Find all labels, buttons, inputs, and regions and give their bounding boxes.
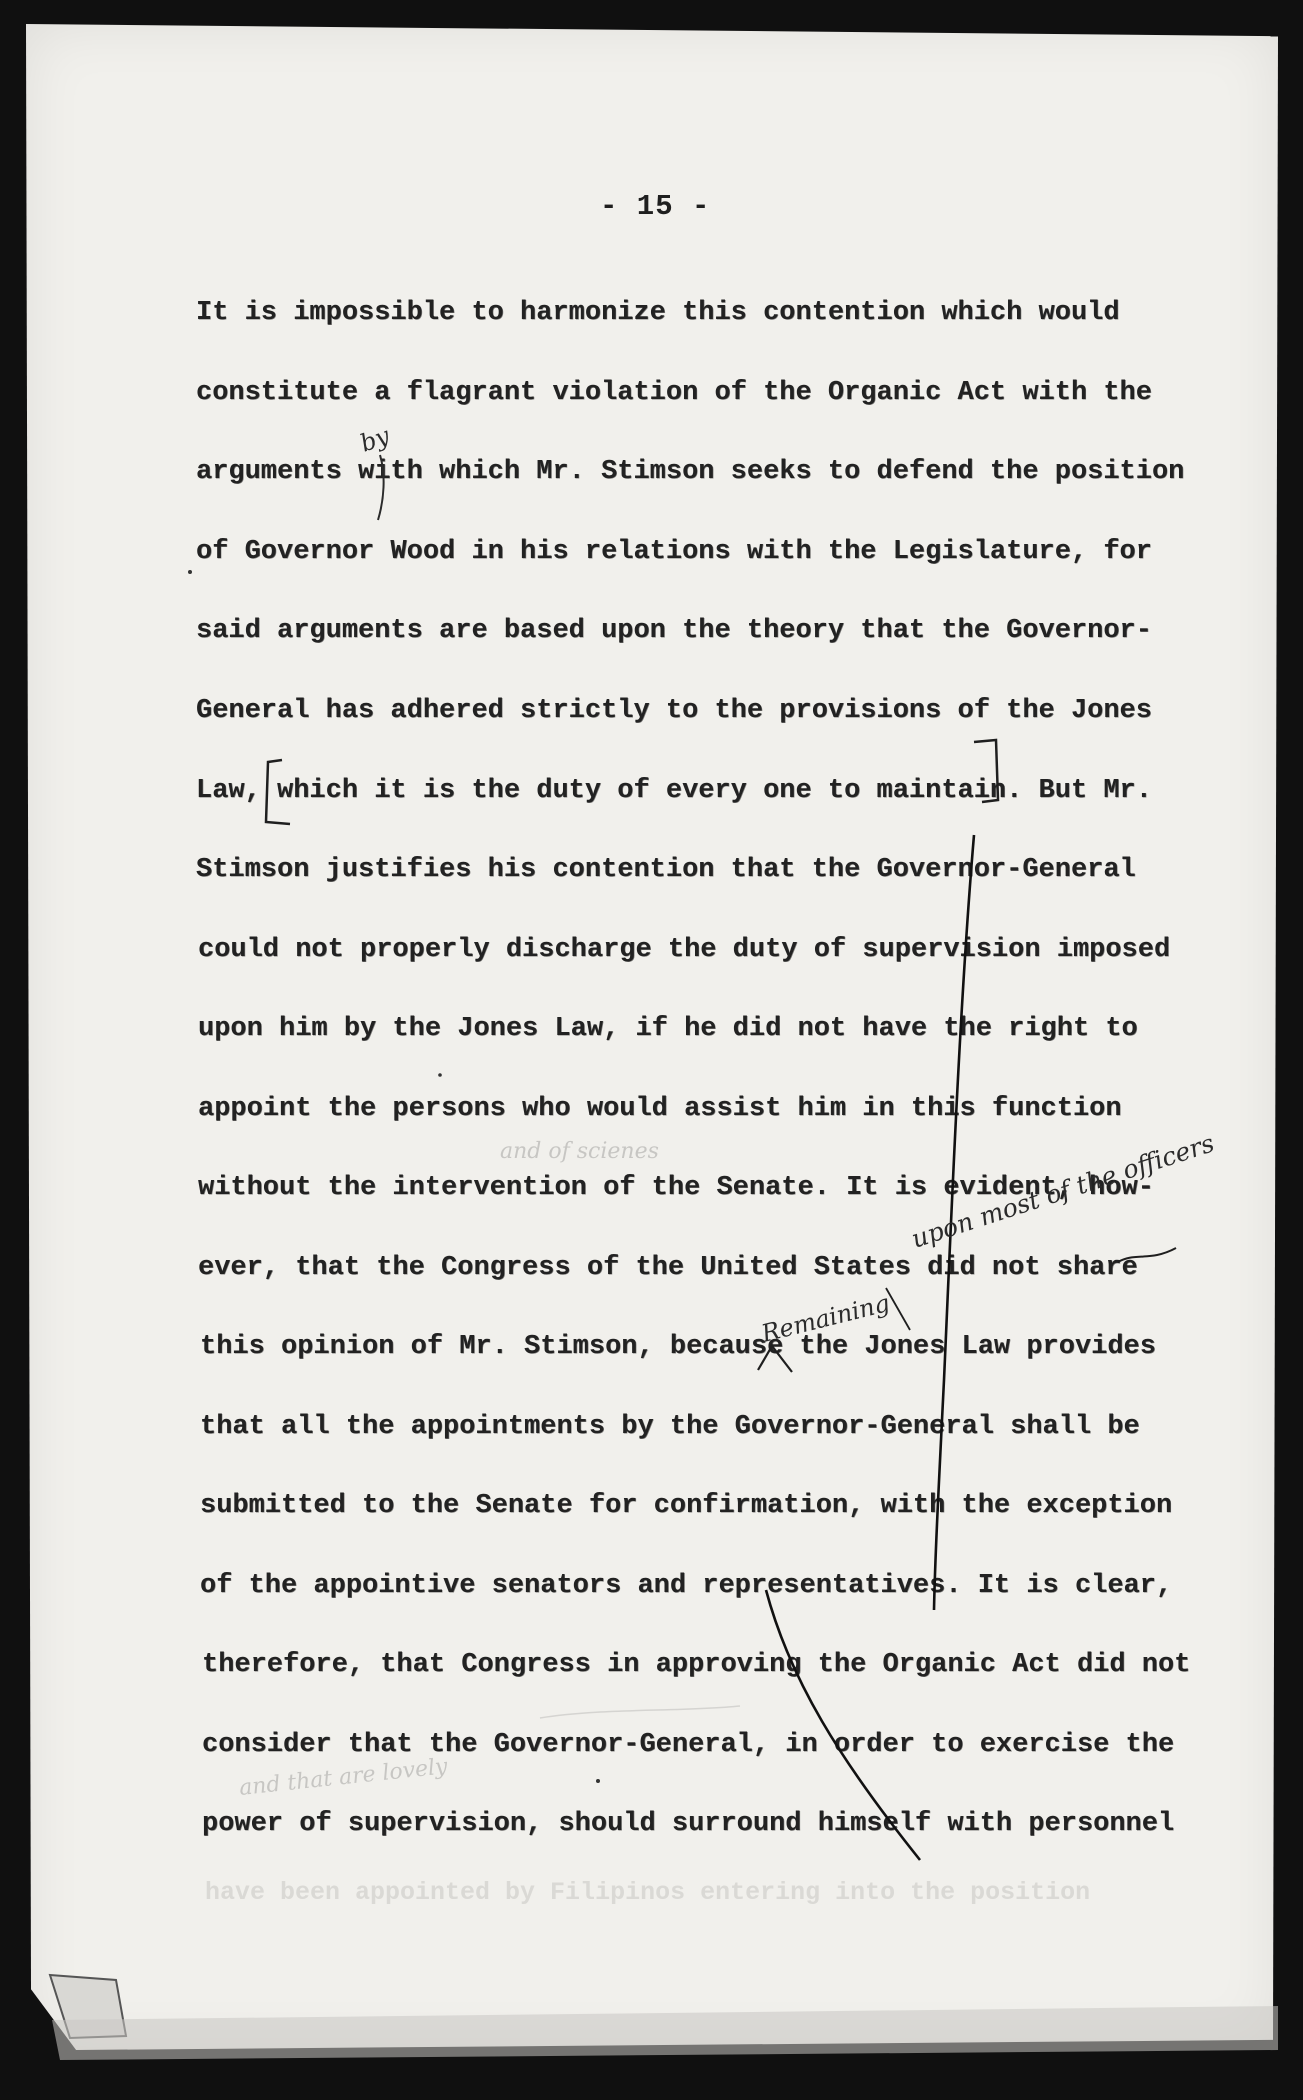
text-line: ever, that the Congress of the United States did not share	[198, 1253, 1138, 1283]
text-line: said arguments are based upon the theory that the Governor-	[196, 616, 1152, 646]
text-line: of the appointive senators and representatives. It is clear,	[200, 1571, 1173, 1601]
annotation-by: by	[356, 421, 394, 458]
faint-pencil-note-1: and of scienes	[500, 1139, 659, 1164]
text-line: constitute a flagrant violation of the Organic Act with the	[196, 378, 1152, 408]
bleed-through-line: have been appointed by Filipinos entering into the position	[205, 1878, 1091, 1907]
annotation-margin-note: upon most of the officers	[907, 1128, 1218, 1254]
faint-pencil-note-2: and that are lovely	[238, 1754, 449, 1801]
text-line: Stimson justifies his contention that the Governor-General	[196, 855, 1136, 885]
text-line: of Governor Wood in his relations with the Legislature, for	[196, 537, 1152, 567]
text-line: therefore, that Congress in approving the Organic Act did not	[202, 1650, 1191, 1680]
text-line: consider that the Governor-General, in order to exercise the	[202, 1730, 1175, 1760]
text-line: appoint the persons who would assist him in this function	[198, 1094, 1122, 1124]
text-line: Law, which it is the duty of every one to maintain. But Mr.	[196, 776, 1152, 806]
text-line: could not properly discharge the duty of supervision imposed	[198, 935, 1171, 965]
text-line: power of supervision, should surround himself with personnel	[202, 1809, 1175, 1839]
text-line: this opinion of Mr. Stimson, because the Jones Law provides	[200, 1332, 1156, 1362]
text-line: General has adhered strictly to the provisions of the Jones	[196, 696, 1152, 726]
annotation-inserted-word: Remaining	[758, 1288, 893, 1348]
page-number: - 15 -	[600, 190, 711, 223]
text-line: arguments with which Mr. Stimson seeks to defend the position	[196, 457, 1185, 487]
text-line: without the intervention of the Senate. It is evident, how-	[198, 1173, 1154, 1203]
text-line: submitted to the Senate for confirmation, with the exception	[200, 1491, 1173, 1521]
text-line: It is impossible to harmonize this contention which would	[196, 298, 1120, 328]
text-line: that all the appointments by the Governor-General shall be	[200, 1412, 1140, 1442]
text-line: upon him by the Jones Law, if he did not have the right to	[198, 1014, 1138, 1044]
